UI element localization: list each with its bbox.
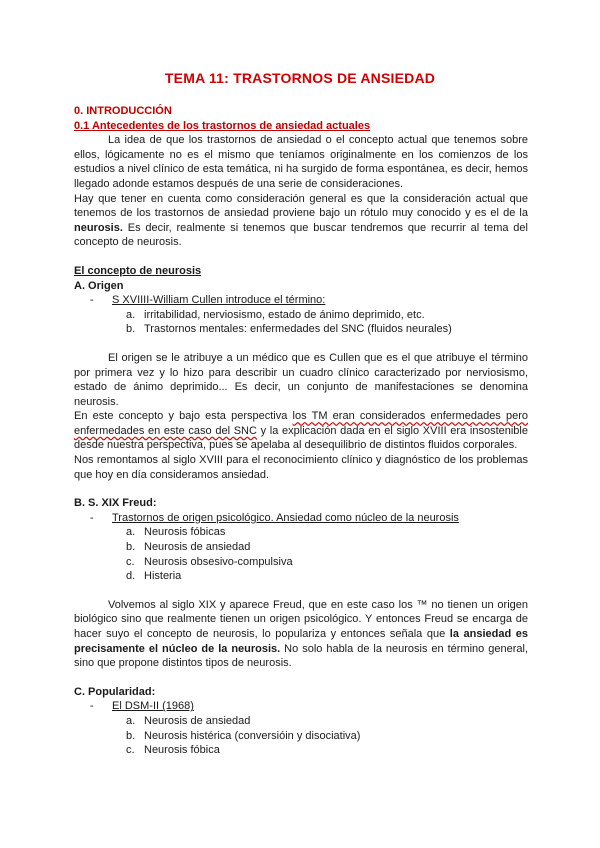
list-item: d. Histeria <box>126 570 182 583</box>
paragraph-5: Nos remontamos al siglo XVIII para el reconocimiento clínico y diagnóstico de los problemas que hoy en día consideramos ansiedad. <box>74 454 528 481</box>
subsection-heading-antecedentes: 0.1 Antecedentes de los trastornos de ansiedad actuales <box>74 119 371 132</box>
heading-popularidad: C. Popularidad: <box>74 685 156 698</box>
paragraph-1: La idea de que los trastornos de ansiedad o el concepto actual que tenemos sobre ellos, lógicamente no es el mismo que teníamos originalmente en los comienzos de los estudios a nivel clínico de esta temática, ni ha surgido de forma espontánea, es decir, hemos llegado adonde estamos después de una serie de consideraciones. <box>74 134 528 190</box>
heading-freud: B. S. XIX Freud: <box>74 497 157 510</box>
list-item: c. Neurosis obsesivo-compulsiva <box>126 555 293 568</box>
concept-heading: El concepto de neurosis <box>74 264 202 277</box>
list-item: a. irritabilidad, nerviosismo, estado de ánimo deprimido, etc. <box>126 308 425 321</box>
bullet-freud: - Trastornos de origen psicológico. Ansiedad como núcleo de la neurosis <box>90 511 459 524</box>
list-item: b. Neurosis de ansiedad <box>126 541 251 554</box>
list-item: b. Neurosis histérica (conversióin y disociativa) <box>126 729 361 742</box>
list-item: b. Trastornos mentales: enfermedades del SNC (fluidos neurales) <box>126 323 452 336</box>
paragraph-4: En este concepto y bajo esta perspectiva los TM eran considerados enfermedades pero enfermedades en este caso del SNC y la explicación dada en el siglo XVIII era insostenible desde nuestra perspectiva, pues se apelaba al desequilibrio de distintos fluidos corporales. <box>74 410 529 452</box>
paragraph-3: El origen se le atribuye a un médico que es Cullen que es el que atribuye el término por primera vez y lo hizo para describir un cuadro clínico caracterizado por nerviosismo, estado de ánimo deprimido... Es decir, un conjunto de manifestaciones se denomina neurosis. <box>74 351 528 408</box>
paragraph-6: Volvemos al siglo XIX y aparece Freud, que en este caso los ™ no tienen un origen biológico sino que realmente tienen un origen psicológico. Y entonces Freud se encarga de hacer suyo el concepto de neurosis, lo populariza y entonces señala que la ansiedad es precisamente el núcleo de la neurosis. No solo habla de la neurosis en término general, sino que propone distintos tipos de neurosis. <box>74 598 529 670</box>
page-title: TEMA 11: TRASTORNOS DE ANSIEDAD <box>164 70 436 86</box>
list-item: a. Neurosis de ansiedad <box>126 714 251 727</box>
list-item: c. Neurosis fóbica <box>126 744 220 757</box>
paragraph-2: Hay que tener en cuenta como consideración general es que la consideración actual que tenemos de los trastornos de ansiedad proviene bajo un rótulo muy conocido y es el de la neurosis. Es decir, realmente si tenemos que buscar tendremos que recurrir al tema del concepto de neurosis. <box>74 192 528 249</box>
document-body <box>74 104 528 758</box>
bullet-dsm: - El DSM-II (1968) <box>90 700 194 713</box>
spellcheck-underline: los TM eran considerados enfermedades pero enfermedades en este caso del SNC <box>74 410 529 437</box>
heading-origen: A. Origen <box>74 279 124 292</box>
list-item: a. Neurosis fóbicas <box>126 526 226 539</box>
section-heading-intro: 0. INTRODUCCIÓN <box>74 105 172 117</box>
bullet-cullen: - S XVIIII-William Cullen introduce el término: <box>90 294 326 307</box>
